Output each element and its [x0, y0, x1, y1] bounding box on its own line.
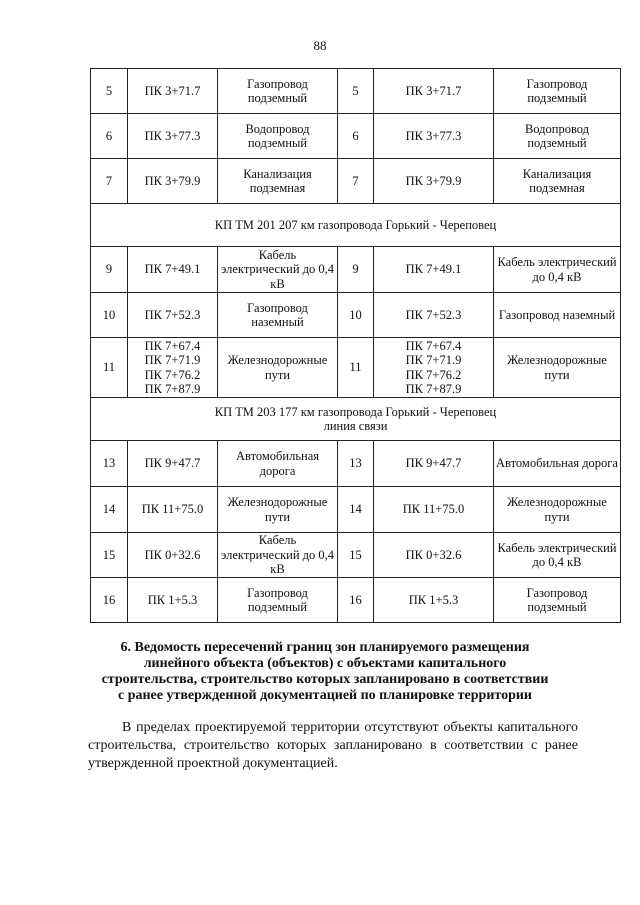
table-row: [91, 159, 621, 204]
picket-2: ПК 9+47.7: [374, 441, 494, 487]
picket: ПК 7+49.1: [128, 247, 218, 293]
picket-2: ПК 3+77.3: [374, 114, 494, 159]
section-title: [91, 204, 621, 247]
picket: ПК 3+79.9: [128, 159, 218, 204]
section-title-line: КП ТМ 201 207 км газопровода Горький - Череповец: [214, 217, 497, 232]
row-number-2: 6: [338, 114, 374, 159]
page-number: 88: [313, 38, 327, 53]
picket: ПК 7+52.3: [128, 293, 218, 338]
picket: ПК 7+67.4 ПК 7+71.9 ПК 7+76.2 ПК 7+87.9: [128, 338, 218, 398]
picket-2: ПК 7+52.3: [374, 293, 494, 338]
crossing-object: Газопровод подземный: [218, 69, 338, 114]
table-row: [91, 247, 621, 293]
table-row: [91, 578, 621, 623]
row-number-2: 15: [338, 533, 374, 578]
table-section-row: [91, 204, 621, 247]
row-number: 16: [91, 578, 128, 623]
crossing-object: Кабель электрический до 0,4 кВ: [218, 533, 338, 578]
picket: ПК 3+71.7: [128, 69, 218, 114]
section-title: [91, 398, 621, 441]
picket: ПК 0+32.6: [128, 533, 218, 578]
table-row: [91, 487, 621, 533]
row-number: 6: [91, 114, 128, 159]
crossing-object-2: Канализация подземная: [494, 159, 621, 204]
picket-2: ПК 7+49.1: [374, 247, 494, 293]
crossing-object: Канализация подземная: [218, 159, 338, 204]
row-number-2: 11: [338, 338, 374, 398]
crossing-object-2: Газопровод наземный: [494, 293, 621, 338]
picket: ПК 9+47.7: [128, 441, 218, 487]
row-number-2: 7: [338, 159, 374, 204]
row-number-2: 9: [338, 247, 374, 293]
row-number: 11: [91, 338, 128, 398]
table-row: [91, 441, 621, 487]
picket: ПК 11+75.0: [128, 487, 218, 533]
row-number: 14: [91, 487, 128, 533]
row-number-2: 10: [338, 293, 374, 338]
table-row: [91, 114, 621, 159]
picket-2: ПК 7+67.4 ПК 7+71.9 ПК 7+76.2 ПК 7+87.9: [374, 338, 494, 398]
table-row: [91, 69, 621, 114]
heading-line: 6. Ведомость пересечений границ зон планируемого размещения: [120, 640, 530, 655]
crossing-object: Водопровод подземный: [218, 114, 338, 159]
crossing-object-2: Автомобильная дорога: [494, 441, 621, 487]
crossing-object-2: Железнодорожные пути: [494, 338, 621, 398]
picket-2: ПК 3+71.7: [374, 69, 494, 114]
row-number: 10: [91, 293, 128, 338]
heading-line: строительства, строительство которых запланировано в соответствии: [101, 672, 549, 687]
crossing-object: Железнодорожные пути: [218, 487, 338, 533]
crossing-object: Железнодорожные пути: [218, 338, 338, 398]
section-6-heading: [85, 640, 565, 704]
crossing-object-2: Газопровод подземный: [494, 578, 621, 623]
row-number: 13: [91, 441, 128, 487]
crossing-object: Кабель электрический до 0,4 кВ: [218, 247, 338, 293]
crossing-object-2: Водопровод подземный: [494, 114, 621, 159]
crossing-object: Газопровод наземный: [218, 293, 338, 338]
section-title-line: КП ТМ 203 177 км газопровода Горький - Череповец: [214, 404, 497, 419]
row-number: 15: [91, 533, 128, 578]
table-row: [91, 293, 621, 338]
crossing-object-2: Кабель электрический до 0,4 кВ: [494, 533, 621, 578]
picket: ПК 3+77.3: [128, 114, 218, 159]
picket: ПК 1+5.3: [128, 578, 218, 623]
row-number-2: 13: [338, 441, 374, 487]
table-row: [91, 338, 621, 398]
crossing-object-2: Газопровод подземный: [494, 69, 621, 114]
row-number-2: 5: [338, 69, 374, 114]
crossing-object-2: Железнодорожные пути: [494, 487, 621, 533]
crossing-object: Газопровод подземный: [218, 578, 338, 623]
picket-2: ПК 0+32.6: [374, 533, 494, 578]
table-row: [91, 533, 621, 578]
table-section-row: [91, 398, 621, 441]
intersections-table: [90, 68, 621, 623]
row-number-2: 16: [338, 578, 374, 623]
picket-2: ПК 3+79.9: [374, 159, 494, 204]
row-number: 9: [91, 247, 128, 293]
heading-line: линейного объекта (объектов) с объектами капитального: [143, 656, 507, 671]
picket-2: ПК 11+75.0: [374, 487, 494, 533]
section-title-line: линия связи: [323, 419, 388, 433]
picket-2: ПК 1+5.3: [374, 578, 494, 623]
section-6-paragraph: В пределах проектируемой территории отсутствуют объекты капитального строительства, строительство которых запланировано в соответствии с ранее утвержденной проектной документацией.: [88, 720, 578, 771]
row-number-2: 14: [338, 487, 374, 533]
crossing-object-2: Кабель электрический до 0,4 кВ: [494, 247, 621, 293]
crossing-object: Автомобильная дорога: [218, 441, 338, 487]
heading-line: с ранее утвержденной документацией по планировке территории: [117, 688, 532, 703]
row-number: 5: [91, 69, 128, 114]
row-number: 7: [91, 159, 128, 204]
